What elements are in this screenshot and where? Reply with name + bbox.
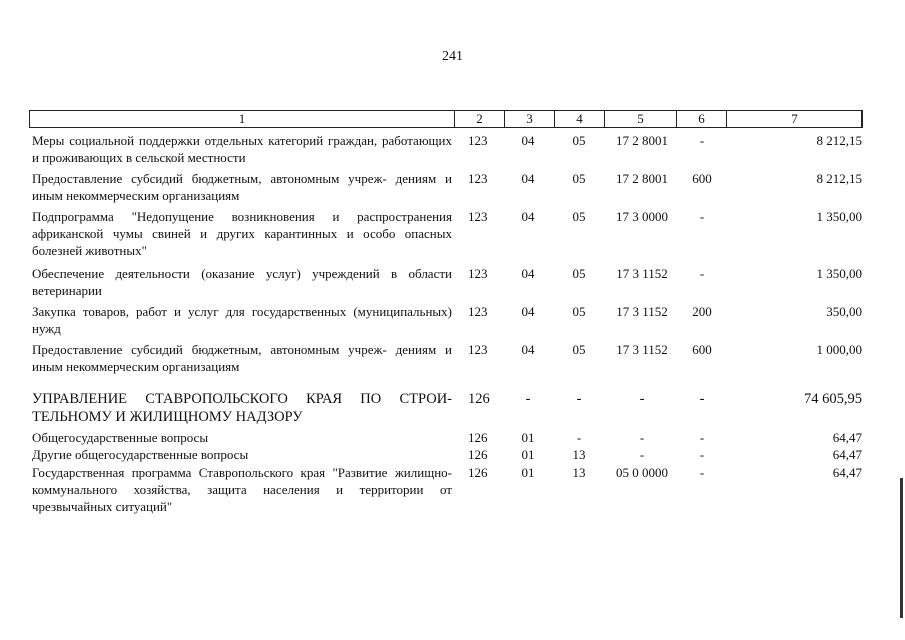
row-name: Другие общегосударственные вопросы	[32, 447, 249, 462]
row-expense-type: -	[699, 133, 705, 148]
row-expense-type: -	[699, 447, 705, 462]
row-amount: 1 350,00	[816, 209, 862, 224]
row-target-article: -	[639, 447, 645, 462]
row-name: УПРАВЛЕНИЕ СТАВРОПОЛЬСКОГО КРАЯ ПО СТРОИ- ТЕЛЬНОМУ И ЖИЛИЩНОМУ НАДЗОРУ	[32, 391, 452, 425]
row-name: Предоставление субсидий бюджетным, автономным учреж- дениям и иным некоммерческим организациям	[32, 342, 452, 374]
row-amount: 1 000,00	[816, 342, 862, 357]
row-code: 123	[468, 304, 488, 319]
row-code: 126	[468, 391, 490, 407]
row-target-article: 17 3 1152	[616, 266, 668, 281]
row-amount: 64,47	[832, 465, 862, 480]
row-target-article: 17 2 8001	[616, 133, 668, 148]
row-code: 123	[468, 209, 488, 224]
row-section: 04	[521, 133, 535, 148]
row-section: -	[525, 391, 531, 407]
row-expense-type: -	[699, 209, 705, 224]
row-target-article: 17 3 1152	[616, 342, 668, 357]
scan-edge-mark	[900, 478, 903, 618]
row-name: Меры социальной поддержки отдельных категорий граждан, работающих и проживающих в сельской местности	[32, 133, 452, 165]
row-section: 01	[521, 447, 535, 462]
row-subsection: 05	[572, 342, 586, 357]
row-subsection: 05	[572, 209, 586, 224]
row-code: 126	[468, 465, 488, 480]
row-expense-type: 600	[692, 342, 712, 357]
row-code: 123	[468, 342, 488, 357]
row-section: 01	[521, 430, 535, 445]
row-amount: 64,47	[832, 447, 862, 462]
row-subsection: -	[576, 430, 582, 445]
row-amount: 74 605,95	[804, 391, 862, 407]
row-section: 04	[521, 266, 535, 281]
row-name: Закупка товаров, работ и услуг для государственных (муниципальных) нужд	[32, 304, 452, 336]
row-expense-type: 200	[692, 304, 712, 319]
header-col-1: 1	[238, 111, 246, 126]
row-target-article: 17 3 0000	[616, 209, 668, 224]
row-amount: 8 212,15	[816, 133, 862, 148]
header-col-6: 6	[676, 111, 726, 127]
row-target-article: -	[639, 391, 645, 407]
header-col-3: 3	[504, 111, 554, 127]
header-col-5: 5	[604, 111, 676, 127]
row-name: Общегосударственные вопросы	[32, 430, 209, 445]
row-name: Подпрограмма "Недопущение возникновения и распространения африканской чумы свиней и других карантинных и особо опасных болезней животных"	[32, 209, 452, 258]
row-code: 123	[468, 266, 488, 281]
row-subsection: -	[576, 391, 582, 407]
row-amount: 350,00	[826, 304, 862, 319]
row-subsection: 13	[572, 465, 586, 480]
row-name: Предоставление субсидий бюджетным, автономным учреж- дениям и иным некоммерческим организациям	[32, 171, 452, 203]
row-expense-type: -	[699, 266, 705, 281]
row-subsection: 05	[572, 171, 586, 186]
row-name: Обеспечение деятельности (оказание услуг) учреждений в области ветеринарии	[32, 266, 452, 298]
row-section: 04	[521, 342, 535, 357]
row-section: 04	[521, 171, 535, 186]
row-target-article: 17 3 1152	[616, 304, 668, 319]
row-code: 126	[468, 430, 488, 445]
header-col-7: 7	[726, 111, 862, 127]
row-target-article: 17 2 8001	[616, 171, 668, 186]
page-number: 241	[442, 49, 463, 64]
row-name: Государственная программа Ставропольского края "Развитие жилищно-коммунального хозяйства, защита населения и территории от чрезвычайных ситуаций"	[32, 465, 452, 514]
row-expense-type: -	[699, 430, 705, 445]
row-code: 123	[468, 133, 488, 148]
row-target-article: 05 0 0000	[616, 465, 668, 480]
row-amount: 64,47	[832, 430, 862, 445]
row-subsection: 05	[572, 266, 586, 281]
row-code: 126	[468, 447, 488, 462]
row-expense-type: 600	[692, 171, 712, 186]
row-expense-type: -	[699, 465, 705, 480]
row-subsection: 05	[572, 304, 586, 319]
row-target-article: -	[639, 430, 645, 445]
table-header	[29, 110, 863, 128]
row-section: 04	[521, 304, 535, 319]
row-amount: 1 350,00	[816, 266, 862, 281]
row-subsection: 13	[572, 447, 586, 462]
row-section: 04	[521, 209, 535, 224]
row-expense-type: -	[699, 391, 705, 407]
row-section: 01	[521, 465, 535, 480]
row-code: 123	[468, 171, 488, 186]
header-col-4: 4	[554, 111, 604, 127]
header-col-2: 2	[454, 111, 504, 127]
row-subsection: 05	[572, 133, 586, 148]
row-amount: 8 212,15	[816, 171, 862, 186]
